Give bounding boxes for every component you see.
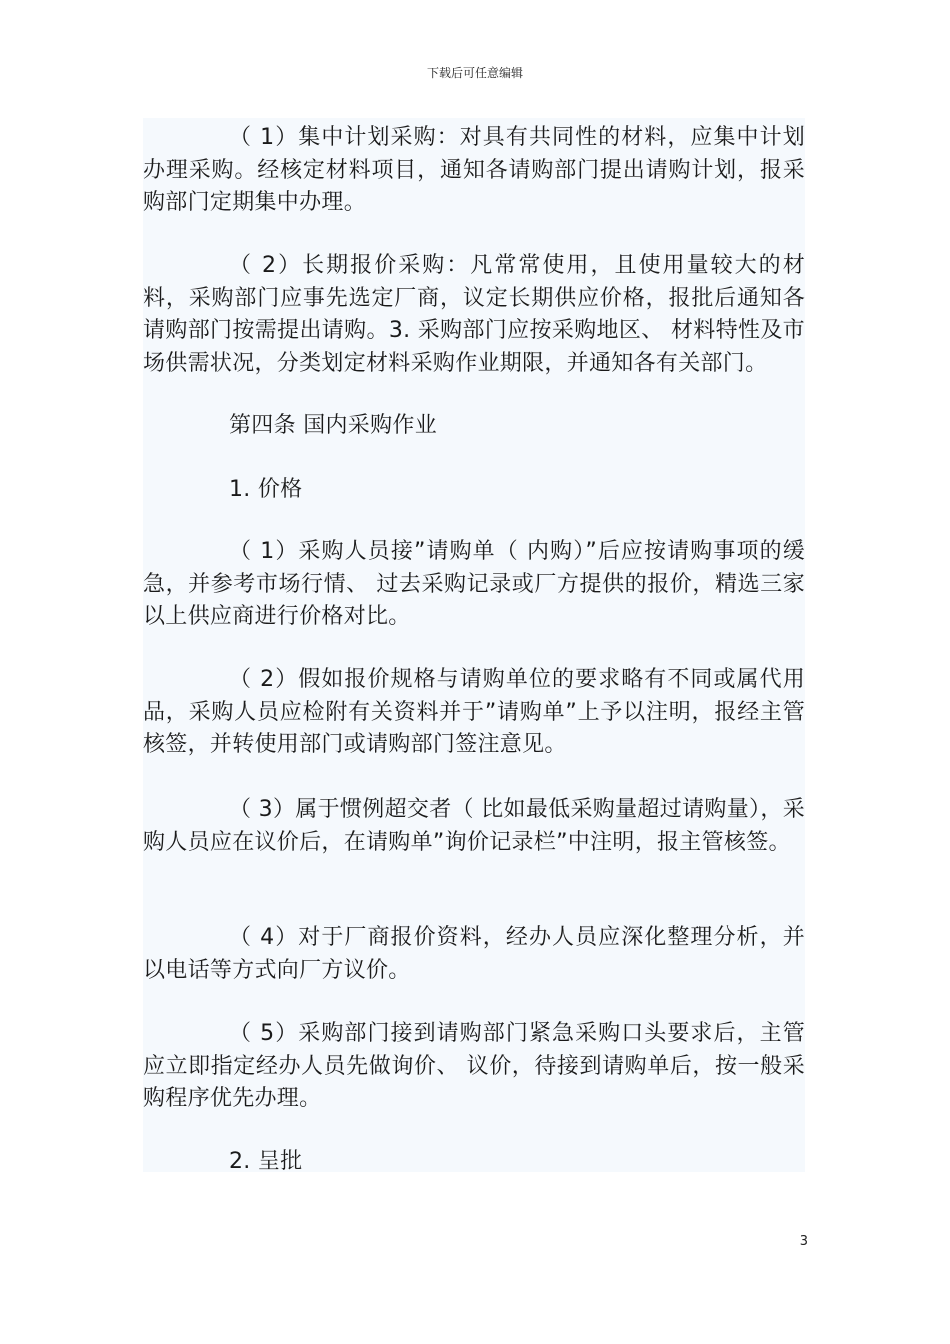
- paragraph-centralized-purchase: （ 1）集中计划采购：对具有共同性的材料，应集中计划办理采购。经核定材料项目，通知各请购部门提出请购计划，报采购部门定期集中办理。: [143, 125, 805, 215]
- page-header: 下载后可任意编辑: [426, 66, 523, 80]
- document-body: [143, 118, 805, 1172]
- paragraph-price-1: （ 1）采购人员接”请购单（ 内购）”后应按请购事项的缓急，并参考市场行情、 过去采购记录或厂方提供的报价，精选三家以上供应商进行价格对比。: [143, 539, 805, 629]
- paragraph-price-3: （ 3）属于惯例超交者（ 比如最低采购量超过请购量），采购人员应在议价后，在请购单”询价记录栏”中注明，报主管核签。: [143, 797, 805, 855]
- subheading-approval: 2. 呈批: [229, 1149, 303, 1174]
- paragraph-price-5: （ 5）采购部门接到请购部门紧急采购口头要求后，主管应立即指定经办人员先做询价、 议价，待接到请购单后，按一般采购程序优先办理。: [143, 1021, 805, 1111]
- paragraph-price-4: （ 4）对于厂商报价资料，经办人员应深化整理分析，并以电话等方式向厂方议价。: [143, 925, 805, 983]
- page-number: 3: [799, 1234, 808, 1249]
- subheading-price: 1. 价格: [229, 477, 303, 502]
- section-heading-article-four: 第四条 国内采购作业: [229, 413, 437, 438]
- paragraph-price-2: （ 2）假如报价规格与请购单位的要求略有不同或属代用品，采购人员应检附有关资料并于”请购单”上予以注明，报经主管核签，并转使用部门或请购部门签注意见。: [143, 667, 805, 757]
- paragraph-long-term-quote: （ 2）长期报价采购：凡常常使用，且使用量较大的材料，采购部门应事先选定厂商，议定长期供应价格，报批后通知各请购部门按需提出请购。3. 采购部门应按采购地区、 材料特性及市场供需状况，分类划定材料采购作业期限，并通知各有关部门。: [143, 253, 805, 376]
